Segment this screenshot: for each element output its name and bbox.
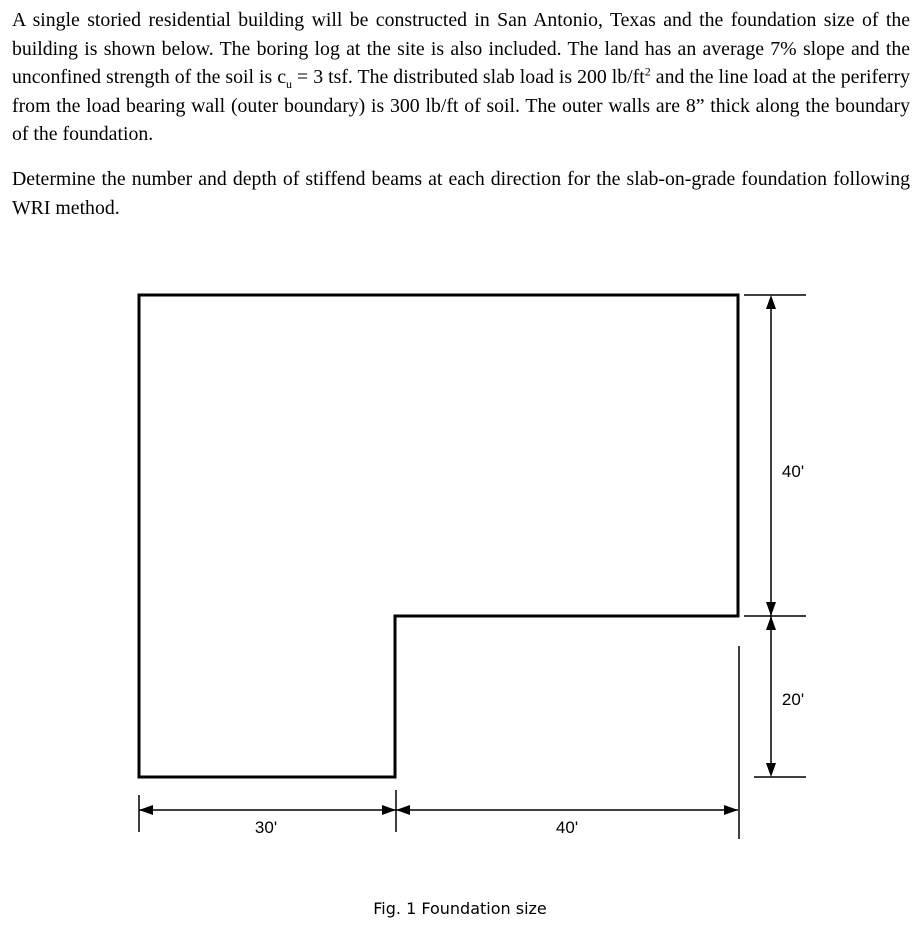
subscript-u: u xyxy=(286,76,293,91)
arrow-head-middle-up xyxy=(766,602,776,616)
problem-text-part-1: A single storied residential building will be constructed in San Antonio, Texas and the foundation size of the building is shown below. The boring log at the site is also included. The land has an average 7% slope and the unconfined strength of the soil is c xyxy=(12,9,910,88)
arrow-head-middle-down xyxy=(766,616,776,630)
arrow-head-top xyxy=(766,295,776,309)
figure-caption: Fig. 1 Foundation size xyxy=(373,899,547,918)
problem-text-part-3: and the line load at the periferry from the load bearing wall (outer boundary) is 300 lb/ft of soil. The outer walls are 8” thick along the boundary of the foundation. xyxy=(12,66,910,145)
arrow-head-right xyxy=(724,805,738,815)
dim-label-left: 30' xyxy=(254,818,278,837)
arrow-head-bottom xyxy=(766,763,776,777)
dim-label-lower: 20' xyxy=(781,690,805,709)
arrow-head-left xyxy=(139,805,153,815)
dim-label-right: 40' xyxy=(555,818,579,837)
problem-text-part-2: = 3 tsf. The distributed slab load is 200 lb/ft xyxy=(292,66,645,88)
foundation-outline xyxy=(139,295,738,777)
problem-task: Determine the number and depth of stiffend beams at each direction for the slab-on-grade foundation following WRI method. xyxy=(12,168,910,219)
dim-label-upper: 40' xyxy=(781,462,805,481)
superscript-2: 2 xyxy=(644,64,651,79)
arrow-head-center-left xyxy=(382,805,396,815)
arrow-head-center-right xyxy=(396,805,410,815)
